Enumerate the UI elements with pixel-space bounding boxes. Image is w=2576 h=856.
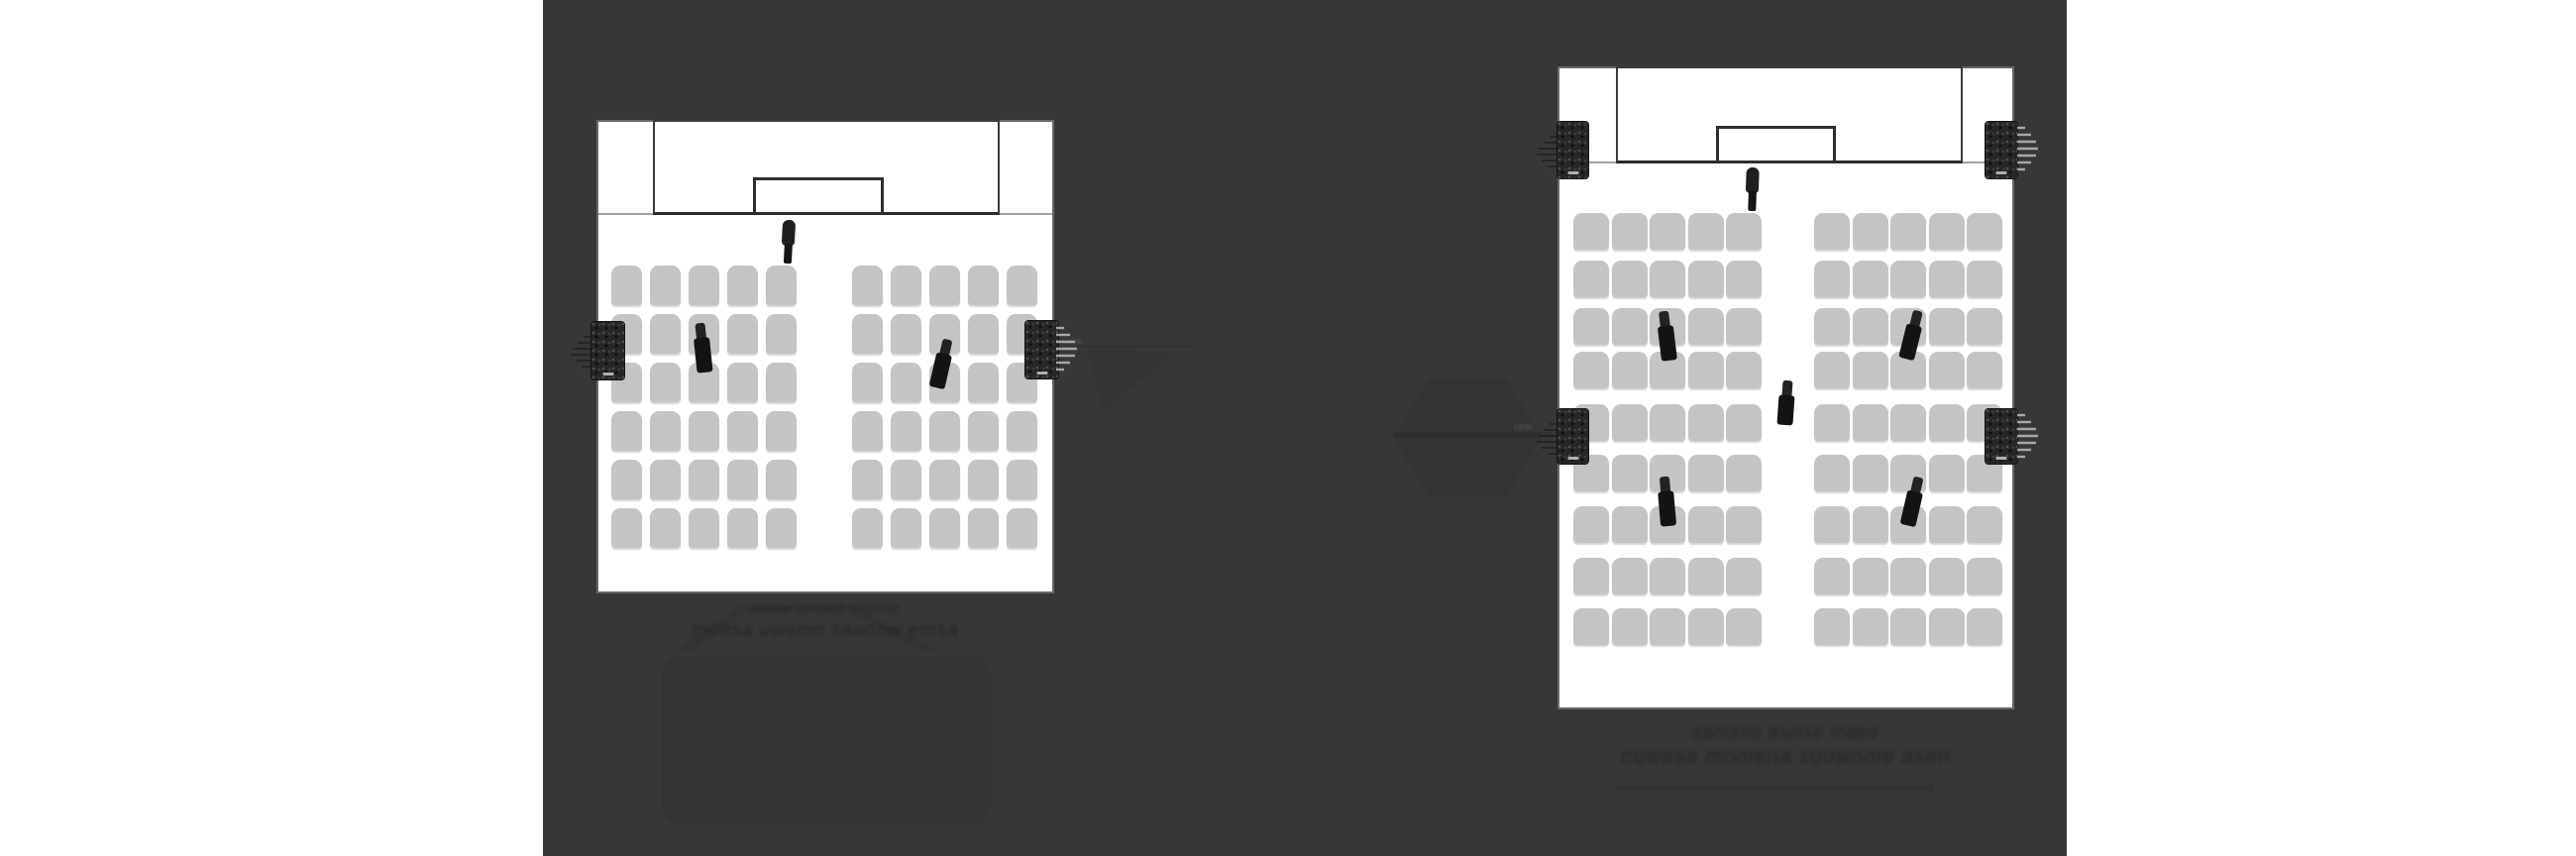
seat <box>1890 261 1926 297</box>
caption-line1: sameno wunse maeo <box>1692 722 1879 742</box>
caption-line2: nuwesa momena suownme asen <box>1620 744 1951 768</box>
seat <box>766 363 797 402</box>
seat <box>1573 308 1609 345</box>
seat <box>766 266 797 305</box>
seat <box>1726 213 1762 250</box>
seat <box>1612 352 1648 388</box>
seat <box>1688 213 1724 250</box>
seat <box>689 460 719 499</box>
seat <box>1612 558 1648 594</box>
seat <box>1853 404 1888 441</box>
wireless-microphone <box>1745 167 1760 211</box>
seat <box>1853 558 1888 594</box>
seat <box>1929 455 1965 491</box>
wireless-microphone <box>1776 379 1795 425</box>
ghost-label-mid: ım <box>1070 337 1084 348</box>
seat <box>1688 455 1724 491</box>
seat <box>1612 213 1648 250</box>
seat <box>1688 308 1724 345</box>
seat <box>727 411 758 451</box>
seat <box>1650 558 1685 594</box>
seat <box>766 460 797 499</box>
seat <box>1573 558 1609 594</box>
seat <box>1853 213 1888 250</box>
seat <box>1726 308 1762 345</box>
lectern <box>1716 126 1836 163</box>
seat <box>1929 404 1965 441</box>
sound-wave-icon <box>2017 124 2043 175</box>
seat <box>1573 261 1609 297</box>
seat <box>929 508 960 548</box>
seat <box>1814 506 1850 543</box>
seat <box>1726 352 1762 388</box>
seat <box>689 508 719 548</box>
wall-speaker-left <box>591 322 624 379</box>
seat <box>891 508 921 548</box>
seat <box>1853 455 1888 491</box>
seat <box>1573 352 1609 388</box>
seat <box>1929 308 1965 345</box>
large-room-floor-plan <box>1557 66 2014 709</box>
seat <box>650 508 681 548</box>
large-room-caption <box>1557 721 2014 770</box>
speaker-logo <box>1567 457 1578 460</box>
seat <box>1007 411 1037 451</box>
seat <box>1612 261 1648 297</box>
seat <box>766 314 797 354</box>
seat <box>1688 352 1724 388</box>
seat <box>1612 404 1648 441</box>
seat <box>1814 261 1850 297</box>
mic-handle <box>783 244 792 264</box>
speaker-logo <box>1996 457 2007 460</box>
sound-wave-icon <box>1532 133 1557 172</box>
seat <box>968 411 999 451</box>
seat <box>852 363 883 402</box>
seat <box>1814 404 1850 441</box>
seat <box>852 314 883 354</box>
seat <box>1726 261 1762 297</box>
ghost-label-hex: ıom <box>1514 422 1534 433</box>
seat <box>1650 608 1685 645</box>
mic-handle <box>1748 191 1757 211</box>
seat <box>1929 558 1965 594</box>
seat <box>1726 455 1762 491</box>
seat <box>1890 213 1926 250</box>
seat <box>727 460 758 499</box>
ghost-panel-shape <box>662 656 991 824</box>
seat <box>1853 352 1888 388</box>
seat <box>1814 558 1850 594</box>
seat <box>968 314 999 354</box>
seat <box>1650 213 1685 250</box>
seat <box>1814 213 1850 250</box>
seat <box>1967 608 2002 645</box>
seat <box>766 411 797 451</box>
seat <box>1573 213 1609 250</box>
seat <box>891 460 921 499</box>
seat <box>727 508 758 548</box>
mic-head <box>1746 167 1760 193</box>
seat <box>1612 308 1648 345</box>
seat <box>1007 266 1037 305</box>
seat <box>1814 308 1850 345</box>
sound-wave-icon <box>566 333 591 373</box>
speaker-logo <box>1567 171 1578 174</box>
seat <box>929 460 960 499</box>
small-room-caption <box>596 600 1054 643</box>
wall-speaker-right <box>1025 321 1058 378</box>
seat <box>650 460 681 499</box>
seat <box>852 266 883 305</box>
sound-wave-icon <box>2017 411 2043 463</box>
wireless-microphone <box>781 220 796 265</box>
seat <box>968 266 999 305</box>
seat <box>1007 508 1037 548</box>
seat <box>852 508 883 548</box>
seat <box>611 460 642 499</box>
seat <box>727 363 758 402</box>
seat <box>968 508 999 548</box>
mic-head <box>782 220 796 247</box>
seat <box>1890 404 1926 441</box>
ghost-underline-right <box>1617 785 1934 791</box>
seat <box>1612 608 1648 645</box>
seat <box>1650 404 1685 441</box>
seat <box>1650 261 1685 297</box>
speaker-logo <box>602 373 613 375</box>
seat <box>1688 506 1724 543</box>
seat <box>1814 352 1850 388</box>
speaker-logo <box>1036 372 1047 374</box>
seat <box>1929 213 1965 250</box>
seat <box>929 411 960 451</box>
seat <box>891 266 921 305</box>
seat <box>650 411 681 451</box>
seat <box>1853 261 1888 297</box>
seat <box>891 314 921 354</box>
seat <box>1612 455 1648 491</box>
seat <box>689 411 719 451</box>
wall-speaker-middle-left <box>1557 409 1588 464</box>
seat <box>1929 352 1965 388</box>
seat <box>650 266 681 305</box>
seat <box>1853 506 1888 543</box>
seat <box>766 508 797 548</box>
wall-speaker-middle-right <box>1986 409 2017 464</box>
seat <box>1853 308 1888 345</box>
seat <box>968 460 999 499</box>
seat <box>689 266 719 305</box>
seat <box>968 363 999 402</box>
mic-body <box>1776 394 1794 425</box>
seat <box>1814 455 1850 491</box>
seat <box>1929 608 1965 645</box>
seat <box>1612 506 1648 543</box>
seat <box>1726 608 1762 645</box>
seat <box>852 460 883 499</box>
seat <box>1967 261 2002 297</box>
wall-speaker-upper-right <box>1986 122 2017 178</box>
seat <box>891 411 921 451</box>
seat <box>611 411 642 451</box>
caption-line2: monsa uwenm sauonw emsa <box>692 619 959 641</box>
seat <box>1688 558 1724 594</box>
seat <box>1967 308 2002 345</box>
seat <box>1573 608 1609 645</box>
seat <box>1929 261 1965 297</box>
seat <box>1726 506 1762 543</box>
seat <box>1814 608 1850 645</box>
seat <box>727 266 758 305</box>
seat <box>852 411 883 451</box>
seat <box>1007 460 1037 499</box>
small-room-floor-plan <box>596 120 1054 593</box>
seat <box>929 266 960 305</box>
seat <box>1890 558 1926 594</box>
ghost-leader-line <box>1076 345 1192 348</box>
seat <box>1573 506 1609 543</box>
seat <box>1688 404 1724 441</box>
sound-wave-icon <box>1532 420 1557 460</box>
sound-wave-icon <box>1056 324 1082 375</box>
seat <box>650 363 681 402</box>
seat <box>1967 352 2002 388</box>
wall-speaker-upper-left <box>1557 122 1588 178</box>
caption-line1: unme snowa musne <box>750 600 901 617</box>
seat <box>1726 404 1762 441</box>
seat <box>1967 558 2002 594</box>
seat <box>1688 608 1724 645</box>
mic-body <box>1658 490 1676 526</box>
seat <box>1726 558 1762 594</box>
seat <box>1967 506 2002 543</box>
seat <box>1890 608 1926 645</box>
lectern <box>753 177 884 215</box>
speaker-logo <box>1996 171 2007 174</box>
seat <box>611 508 642 548</box>
seat <box>650 314 681 354</box>
seat <box>1929 506 1965 543</box>
seat <box>1688 261 1724 297</box>
seat <box>891 363 921 402</box>
seat <box>611 266 642 305</box>
seat <box>727 314 758 354</box>
seat <box>1967 213 2002 250</box>
seat <box>1853 608 1888 645</box>
